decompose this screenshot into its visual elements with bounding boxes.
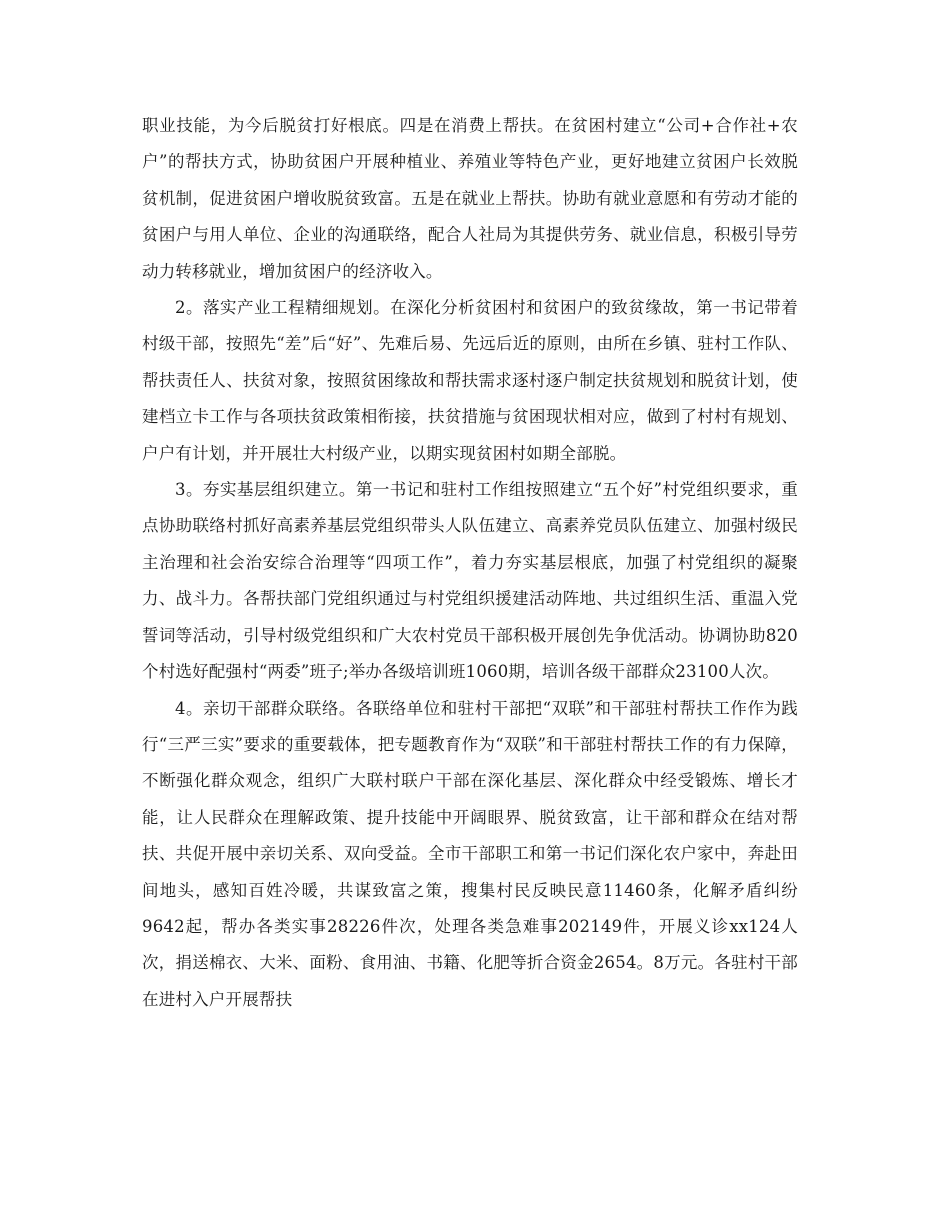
document-page (142, 108, 798, 1018)
paragraph-cadre-mass-contact: 4。亲切干部群众联络。各联络单位和驻村干部把“双联”和干部驻村帮扶工作作为践行“三严三实”要求的重要载体，把专题教育作为“双联”和干部驻村帮扶工作的有力保障，不断强化群众观念，组织广大联村联户干部在深化基层、深化群众中经受锻炼、增长才能，让人民群众在理解政策、提升技能中开阔眼界、脱贫致富，让干部和群众在结对帮扶、共促开展中亲切关系、双向受益。全市干部职工和第一书记们深化农户家中，奔赴田间地头，感知百姓冷暖，共谋致富之策，搜集村民反映民意11460条，化解矛盾纠纷9642起，帮办各类实事28226件次，处理各类急难事202149件，开展义诊xx124人次，捐送棉衣、大米、面粉、食用油、书籍、化肥等折合资金2654。8万元。各驻村干部在进村入户开展帮扶 (142, 698, 798, 1009)
paragraph-industry-planning: 2。落实产业工程精细规划。在深化分析贫困村和贫困户的致贫缘故，第一书记带着村级干部，按照先“差”后“好”、先难后易、先远后近的原则，由所在乡镇、驻村工作队、帮扶责任人、扶贫对象，按照贫困缘故和帮扶需求逐村逐户制定扶贫规划和脱贫计划，使建档立卡工作与各项扶贫政策相衔接，扶贫措施与贫困现状相对应，做到了村村有规划、户户有计划，并开展壮大村级产业，以期实现贫困村如期全部脱。 (142, 298, 798, 463)
paragraph-grassroots-organization: 3。夯实基层组织建立。第一书记和驻村工作组按照建立“五个好”村党组织要求，重点协助联络村抓好高素养基层党组织带头人队伍建立、高素养党员队伍建立、加强村级民主治理和社会治安综合治理等“四项工作”，着力夯实基层根底，加强了村党组织的凝聚力、战斗力。各帮扶部门党组织通过与村党组织援建活动阵地、共过组织生活、重温入党誓词等活动，引导村级党组织和广大农村党员干部积极开展创先争优活动。协调协助820个村选好配强村“两委”班子;举办各级培训班1060期，培训各级干部群众23100人次。 (142, 480, 798, 682)
paragraph-continuation: 职业技能，为今后脱贫打好根底。四是在消费上帮扶。在贫困村建立“公司+合作社+农户”的帮扶方式，协助贫困户开展种植业、养殖业等特色产业，更好地建立贫困户长效脱贫机制，促进贫困户增收脱贫致富。五是在就业上帮扶。协助有就业意愿和有劳动才能的贫困户与用人单位、企业的沟通联络，配合人社局为其提供劳务、就业信息，积极引导劳动力转移就业，增加贫困户的经济收入。 (142, 116, 798, 281)
